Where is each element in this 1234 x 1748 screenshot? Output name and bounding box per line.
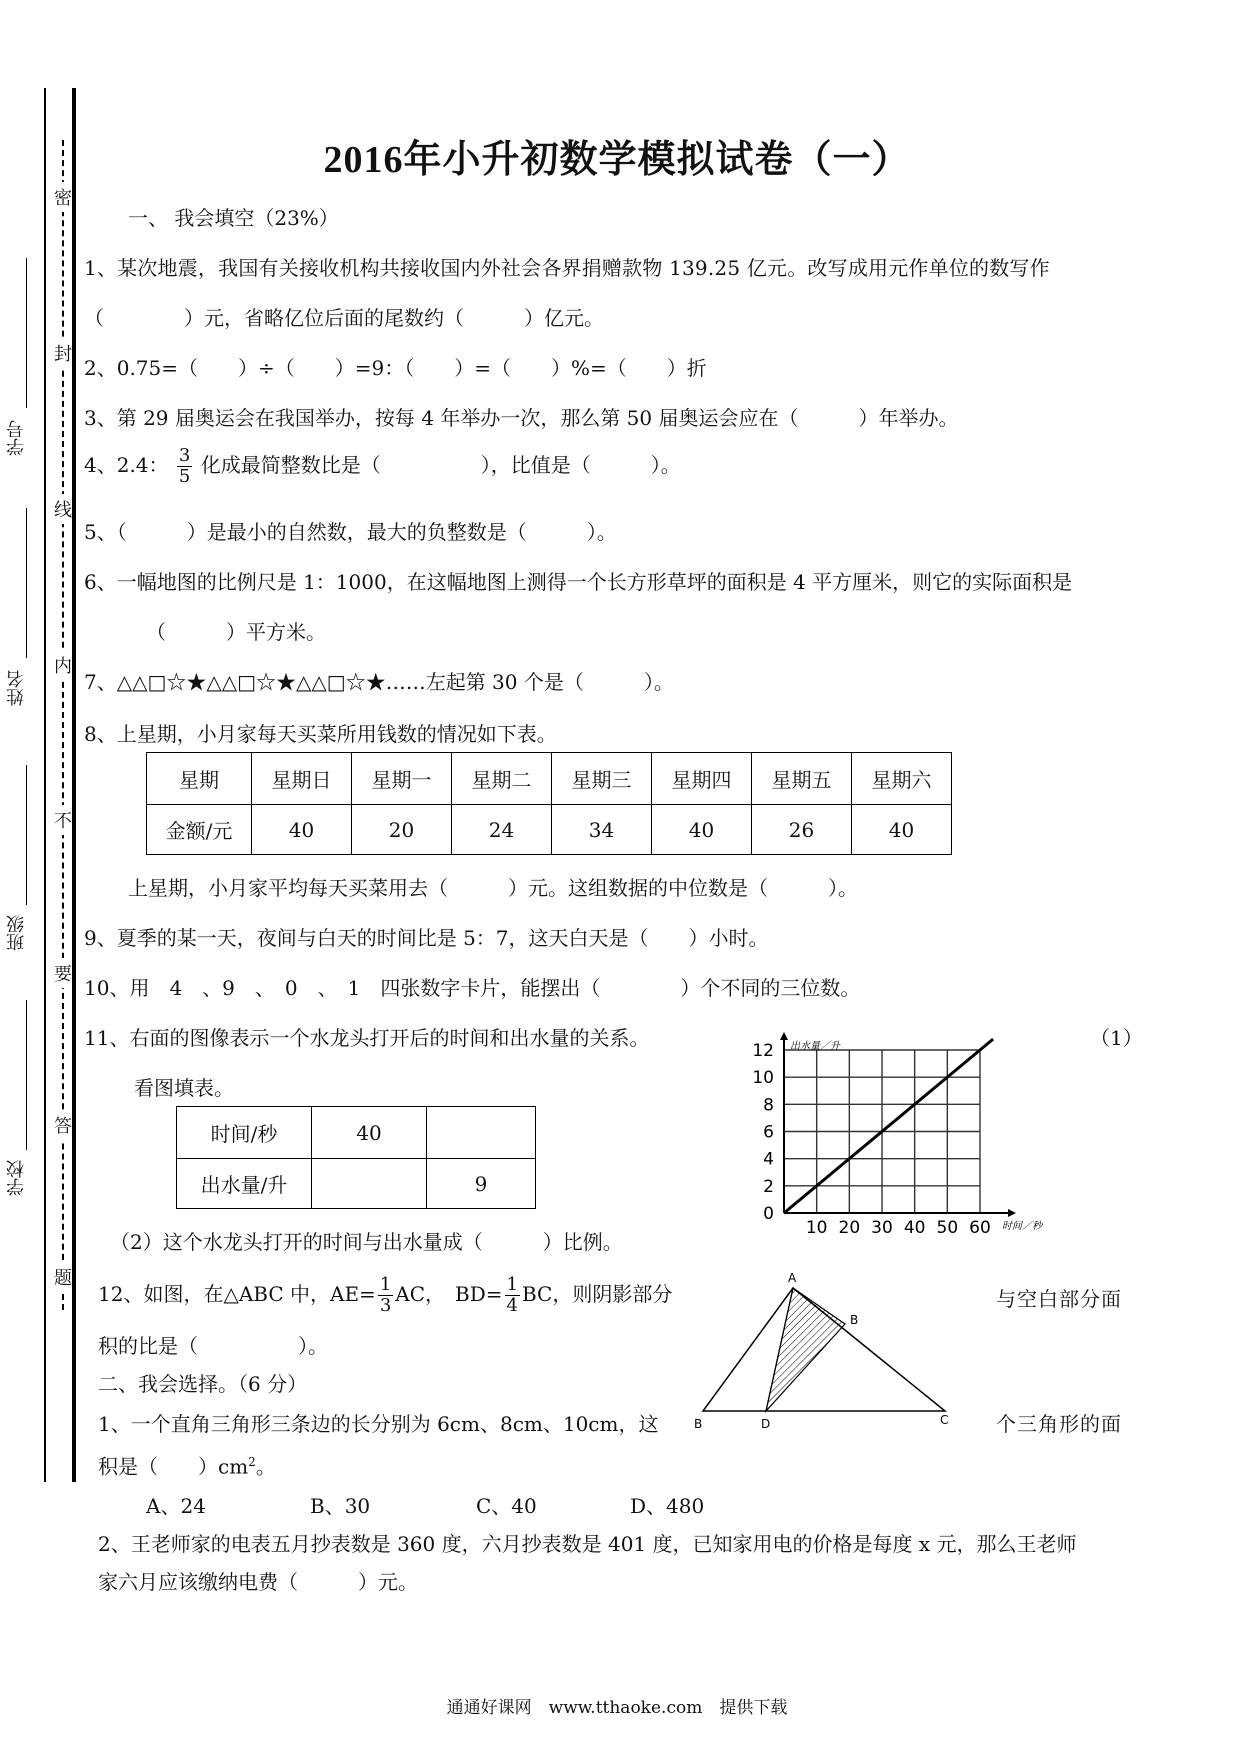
seal-char-da: 答 bbox=[54, 1110, 72, 1140]
q6-line2: （ ）平方米。 bbox=[146, 620, 326, 644]
blank-line-school[interactable] bbox=[26, 1000, 27, 1150]
q1-line2: （ ）元，省略亿位后面的尾数约（ ）亿元。 bbox=[84, 306, 604, 330]
q12-f1-denominator: 3 bbox=[379, 1295, 392, 1316]
q8-header-cell: 星期日 bbox=[252, 753, 352, 805]
q1-line1: 1、某次地震，我国有关接收机构共接收国内外社会各界捐赠款物 139.25 亿元。改写成用元作单位的数写作 bbox=[84, 256, 1050, 280]
q8-table bbox=[146, 752, 952, 855]
q4-prefix: 4、2.4： bbox=[84, 453, 169, 477]
chart-y-tick-label: 6 bbox=[763, 1122, 774, 1143]
s2q1-line2 bbox=[98, 1448, 276, 1481]
water-flow-chart bbox=[740, 1030, 1060, 1260]
q11-cell: 40 bbox=[312, 1107, 427, 1159]
q8-header-cell: 星期三 bbox=[552, 753, 652, 805]
side-label-student-number: 学号 bbox=[6, 420, 27, 456]
q12-suffix: BC，则阴影部分 bbox=[521, 1282, 673, 1306]
chart-y-tick-label: 12 bbox=[752, 1041, 774, 1061]
s2q1-right-text: 个三角形的面 bbox=[996, 1412, 1122, 1436]
q10: 10、用 4 、9 、 0 、 1 四张数字卡片，能摆出（ ）个不同的三位数。 bbox=[84, 976, 861, 1000]
q12-f2-denominator: 4 bbox=[506, 1295, 518, 1316]
chart-y-tick-label: 4 bbox=[763, 1149, 774, 1170]
seal-char-nei: 内 bbox=[54, 650, 72, 680]
q12-prefix: 12、如图，在△ABC 中，AE= bbox=[98, 1282, 376, 1306]
q8-intro: 8、上星期，小月家每天买菜所用钱数的情况如下表。 bbox=[84, 722, 557, 746]
s2q1-line2-end: 。 bbox=[255, 1454, 276, 1479]
s2q1-superscript: 2 bbox=[248, 1455, 256, 1469]
q11-table bbox=[176, 1106, 536, 1209]
chart-x-tick-label: 20 bbox=[838, 1218, 861, 1238]
point-a-label: A bbox=[788, 1271, 797, 1285]
chart-y-axis-arrow bbox=[780, 1032, 788, 1040]
margin-line-thick bbox=[72, 88, 76, 1482]
chart-y-tick-label: 0 bbox=[763, 1204, 774, 1224]
margin-line-thin bbox=[44, 88, 46, 1482]
q11-part2: （2）这个水龙头打开的时间与出水量成（ ）比例。 bbox=[110, 1230, 623, 1254]
chart-y-tick-label: 8 bbox=[763, 1095, 774, 1116]
side-label-name: 姓名 bbox=[6, 670, 27, 706]
q8-value-cell: 金额/元 bbox=[147, 805, 252, 855]
s2q1-option-c[interactable]: C、40 bbox=[476, 1494, 537, 1518]
q11-part1-marker: （1） bbox=[1090, 1026, 1143, 1050]
triangle-abc bbox=[703, 1288, 945, 1411]
q5: 5、（ ）是最小的自然数，最大的负整数是（ ）。 bbox=[84, 520, 617, 544]
q11-cell: 9 bbox=[427, 1159, 536, 1209]
point-c-label: C bbox=[940, 1413, 949, 1427]
side-label-school: 学校 bbox=[6, 1160, 27, 1196]
q4-suffix: 化成最简整数比是（ ），比值是（ ）。 bbox=[200, 453, 681, 477]
s2q1-option-a[interactable]: A、24 bbox=[146, 1494, 206, 1518]
q8-value-cell: 40 bbox=[852, 805, 952, 855]
q7: 7、△△□☆★△△□☆★△△□☆★……左起第 30 个是（ ）。 bbox=[84, 670, 674, 694]
q8-value-cell: 40 bbox=[252, 805, 352, 855]
q12-f1-numerator: 1 bbox=[379, 1274, 392, 1295]
s2q1-option-d[interactable]: D、480 bbox=[630, 1494, 705, 1518]
q12-line1 bbox=[98, 1275, 672, 1316]
shaded-region bbox=[766, 1288, 845, 1411]
point-e-label: B bbox=[850, 1313, 859, 1327]
q4-fraction-numerator: 3 bbox=[178, 445, 191, 466]
q4 bbox=[84, 446, 681, 487]
q11-cell bbox=[312, 1159, 427, 1209]
q11-cell: 时间/秒 bbox=[177, 1107, 312, 1159]
section1-heading: 一、 我会填空（23%） bbox=[128, 206, 339, 230]
s2q2-line2: 家六月应该缴纳电费（ ）元。 bbox=[98, 1570, 418, 1594]
q8-value-cell: 24 bbox=[452, 805, 552, 855]
s2q1-option-b[interactable]: B、30 bbox=[310, 1494, 371, 1518]
footer-text: 通通好课网 www.tthaoke.com 提供下载 bbox=[446, 1698, 788, 1718]
seal-char-bu: 不 bbox=[54, 805, 72, 835]
chart-x-tick-label: 60 bbox=[969, 1218, 991, 1238]
blank-line-class[interactable] bbox=[26, 765, 27, 905]
q4-fraction-denominator: 5 bbox=[178, 466, 191, 487]
section2-heading: 二、我会选择。（6 分） bbox=[98, 1372, 308, 1396]
q11-cell bbox=[427, 1107, 536, 1159]
q8-header-cell: 星期六 bbox=[852, 753, 952, 805]
seal-char-mi: 密 bbox=[54, 182, 72, 212]
q8-value-cell: 40 bbox=[652, 805, 752, 855]
chart-y-tick-label: 2 bbox=[763, 1176, 774, 1197]
q12-f2-numerator: 1 bbox=[506, 1274, 518, 1295]
q12-fraction-bd bbox=[505, 1275, 520, 1316]
s2q2-line1: 2、王老师家的电表五月抄表数是 360 度，六月抄表数是 401 度，已知家用电的价格是每度 x 元，那么王老师 bbox=[98, 1532, 1077, 1556]
triangle-diagram bbox=[690, 1268, 960, 1434]
page-title: 2016年小升初数学模拟试卷（一） bbox=[323, 139, 911, 181]
s2q1-line2-text: 积是（ ）cm bbox=[98, 1454, 249, 1479]
q8-header-cell: 星期二 bbox=[452, 753, 552, 805]
seal-char-feng: 封 bbox=[54, 338, 72, 368]
s2q1-line1: 1、一个直角三角形三条边的长分别为 6cm、8cm、10cm，这 bbox=[98, 1412, 659, 1436]
q12-line2: 积的比是（ ）。 bbox=[98, 1334, 328, 1358]
q8-header-cell: 星期 bbox=[147, 753, 252, 805]
blank-line-student-number[interactable] bbox=[26, 258, 27, 408]
chart-x-tick-label: 40 bbox=[903, 1218, 926, 1238]
chart-series bbox=[784, 1039, 993, 1213]
q8-header-cell: 星期一 bbox=[352, 753, 452, 805]
q8-value-cell: 20 bbox=[352, 805, 452, 855]
chart-x-axis-arrow bbox=[1008, 1209, 1016, 1217]
blank-line-name[interactable] bbox=[26, 508, 27, 658]
point-d-label: D bbox=[761, 1417, 771, 1431]
seal-char-xian: 线 bbox=[54, 494, 72, 524]
q12-fraction-ae bbox=[378, 1275, 393, 1316]
q8-value-cell: 34 bbox=[552, 805, 652, 855]
chart-x-tick-label: 30 bbox=[871, 1218, 893, 1238]
chart-x-axis-label: 时间／秒 bbox=[1002, 1221, 1042, 1232]
seal-char-yao: 要 bbox=[54, 958, 72, 988]
q11-cell: 出水量/升 bbox=[177, 1159, 312, 1209]
q8-header-cell: 星期四 bbox=[652, 753, 752, 805]
q8-header-cell: 星期五 bbox=[752, 753, 852, 805]
q6-line1: 6、一幅地图的比例尺是 1：1000，在这幅地图上测得一个长方形草坪的面积是 4 平方厘米，则它的实际面积是 bbox=[84, 570, 1073, 594]
seal-char-ti: 题 bbox=[54, 1262, 72, 1292]
chart-series-line bbox=[784, 1039, 993, 1213]
q8-after: 上星期，小月家平均每天买菜用去（ ）元。这组数据的中位数是（ ）。 bbox=[128, 876, 858, 900]
q2: 2、0.75=（ ）÷（ ）=9：（ ）=（ ）%=（ ）折 bbox=[84, 356, 707, 380]
q3: 3、第 29 届奥运会在我国举办，按每 4 年举办一次，那么第 50 届奥运会应在（ ）年举办。 bbox=[84, 406, 959, 430]
side-label-class: 班级 bbox=[6, 915, 27, 951]
q4-fraction bbox=[177, 446, 192, 487]
point-b-label: B bbox=[694, 1417, 703, 1431]
chart-x-tick-label: 10 bbox=[805, 1218, 828, 1238]
q12-mid: AC， BD= bbox=[395, 1282, 503, 1306]
q11-line2: 看图填表。 bbox=[134, 1076, 234, 1100]
chart-y-tick-label: 10 bbox=[752, 1068, 774, 1089]
chart-y-axis-label: 出水量／升 bbox=[790, 1041, 840, 1052]
q12-right-text: 与空白部分面 bbox=[996, 1287, 1122, 1311]
q8-value-cell: 26 bbox=[752, 805, 852, 855]
q9: 9、夏季的某一天，夜间与白天的时间比是 5：7，这天白天是（ ）小时。 bbox=[84, 926, 769, 950]
chart-x-tick-label: 50 bbox=[936, 1218, 959, 1238]
q11-line1: 11、右面的图像表示一个水龙头打开后的时间和出水量的关系。 bbox=[84, 1026, 650, 1050]
